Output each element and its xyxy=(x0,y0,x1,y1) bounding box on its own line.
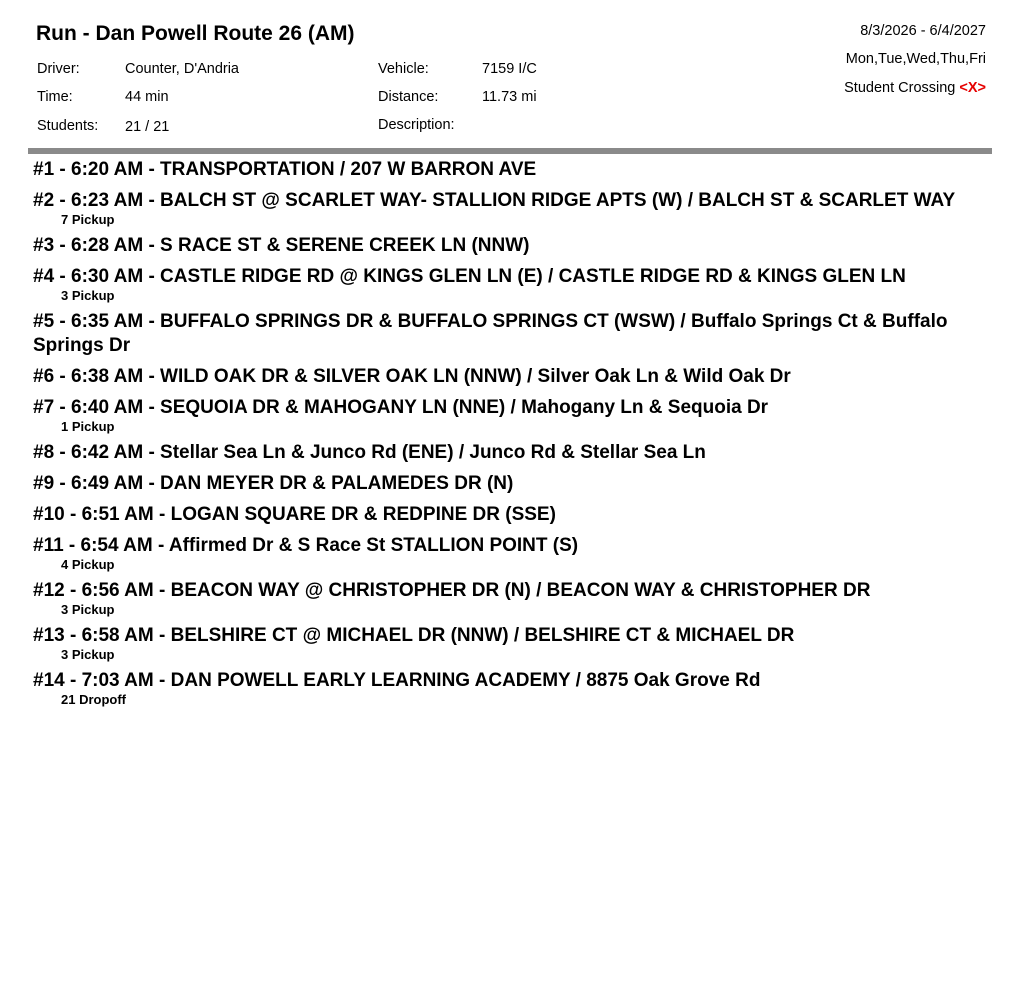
stop-title: #14 - 7:03 AM - DAN POWELL EARLY LEARNING ACADEMY / 8875 Oak Grove Rd xyxy=(33,670,761,691)
stop-pickup-count: 7 Pickup xyxy=(61,212,115,227)
stop-pickup-count: 3 Pickup xyxy=(61,647,115,662)
stop-item xyxy=(33,503,993,527)
stop-item xyxy=(33,365,993,389)
student-crossing-mark: <X> xyxy=(959,80,986,96)
time-label: Time: xyxy=(37,89,73,105)
stop-title: #11 - 6:54 AM - Affirmed Dr & S Race St STALLION POINT (S) xyxy=(33,535,579,556)
distance-label: Distance: xyxy=(378,89,439,105)
stop-item xyxy=(33,158,993,182)
stop-pickup-count: 4 Pickup xyxy=(61,557,115,572)
driver-value: Counter, D'Andria xyxy=(125,61,239,77)
stop-title: #10 - 6:51 AM - LOGAN SQUARE DR & REDPINE DR (SSE) xyxy=(33,504,556,525)
stop-title: #3 - 6:28 AM - S RACE ST & SERENE CREEK LN (NNW) xyxy=(33,235,530,256)
report-header xyxy=(0,0,1024,150)
distance-value: 11.73 mi xyxy=(482,89,537,105)
stop-title: #7 - 6:40 AM - SEQUOIA DR & MAHOGANY LN (NNE) / Mahogany Ln & Sequoia Dr xyxy=(33,397,769,418)
stop-title: #4 - 6:30 AM - CASTLE RIDGE RD @ KINGS GLEN LN (E) / CASTLE RIDGE RD & KINGS GLEN LN xyxy=(33,266,906,287)
vehicle-value: 7159 I/C xyxy=(482,61,537,77)
stop-item xyxy=(33,534,993,572)
student-crossing-legend xyxy=(844,80,986,96)
stop-item xyxy=(33,624,993,662)
description-label: Description: xyxy=(378,117,455,133)
stop-item xyxy=(33,669,993,707)
student-crossing-label: Student Crossing xyxy=(844,80,956,96)
stop-item xyxy=(33,396,993,434)
students-value: 21 / 21 xyxy=(125,119,170,135)
vehicle-label: Vehicle: xyxy=(378,61,429,77)
stop-list xyxy=(33,158,993,714)
service-days: Mon,Tue,Wed,Thu,Fri xyxy=(845,51,986,67)
driver-label: Driver: xyxy=(37,61,80,77)
stop-item xyxy=(33,234,993,258)
stop-pickup-count: 3 Pickup xyxy=(61,288,115,303)
stop-title: #6 - 6:38 AM - WILD OAK DR & SILVER OAK LN (NNW) / Silver Oak Ln & Wild Oak Dr xyxy=(33,366,791,387)
stop-item xyxy=(33,472,993,496)
stop-title: #1 - 6:20 AM - TRANSPORTATION / 207 W BARRON AVE xyxy=(33,159,537,180)
stop-title: #8 - 6:42 AM - Stellar Sea Ln & Junco Rd (ENE) / Junco Rd & Stellar Sea Ln xyxy=(33,442,706,463)
header-divider xyxy=(28,148,992,154)
students-label: Students: xyxy=(37,118,99,134)
stop-item xyxy=(33,441,993,465)
time-value: 44 min xyxy=(125,89,169,105)
stop-item xyxy=(33,189,993,227)
stop-item xyxy=(33,265,993,303)
stop-title: #12 - 6:56 AM - BEACON WAY @ CHRISTOPHER DR (N) / BEACON WAY & CHRISTOPHER DR xyxy=(33,580,871,601)
stop-item xyxy=(33,310,993,358)
stop-item xyxy=(33,579,993,617)
stop-pickup-count: 21 Dropoff xyxy=(61,692,126,707)
stop-title: #9 - 6:49 AM - DAN MEYER DR & PALAMEDES DR (N) xyxy=(33,473,514,494)
page-title: Run - Dan Powell Route 26 (AM) xyxy=(36,22,355,45)
stop-title: #2 - 6:23 AM - BALCH ST @ SCARLET WAY- STALLION RIDGE APTS (W) / BALCH ST & SCARLET WAY xyxy=(33,190,956,211)
date-range: 8/3/2026 - 6/4/2027 xyxy=(860,23,986,39)
stop-pickup-count: 1 Pickup xyxy=(61,419,115,434)
stop-title: #5 - 6:35 AM - BUFFALO SPRINGS DR & BUFFALO SPRINGS CT (WSW) / Buffalo Springs Ct & Buffalo Springs Dr xyxy=(33,311,948,356)
stop-pickup-count: 3 Pickup xyxy=(61,602,115,617)
stop-title: #13 - 6:58 AM - BELSHIRE CT @ MICHAEL DR (NNW) / BELSHIRE CT & MICHAEL DR xyxy=(33,625,795,646)
